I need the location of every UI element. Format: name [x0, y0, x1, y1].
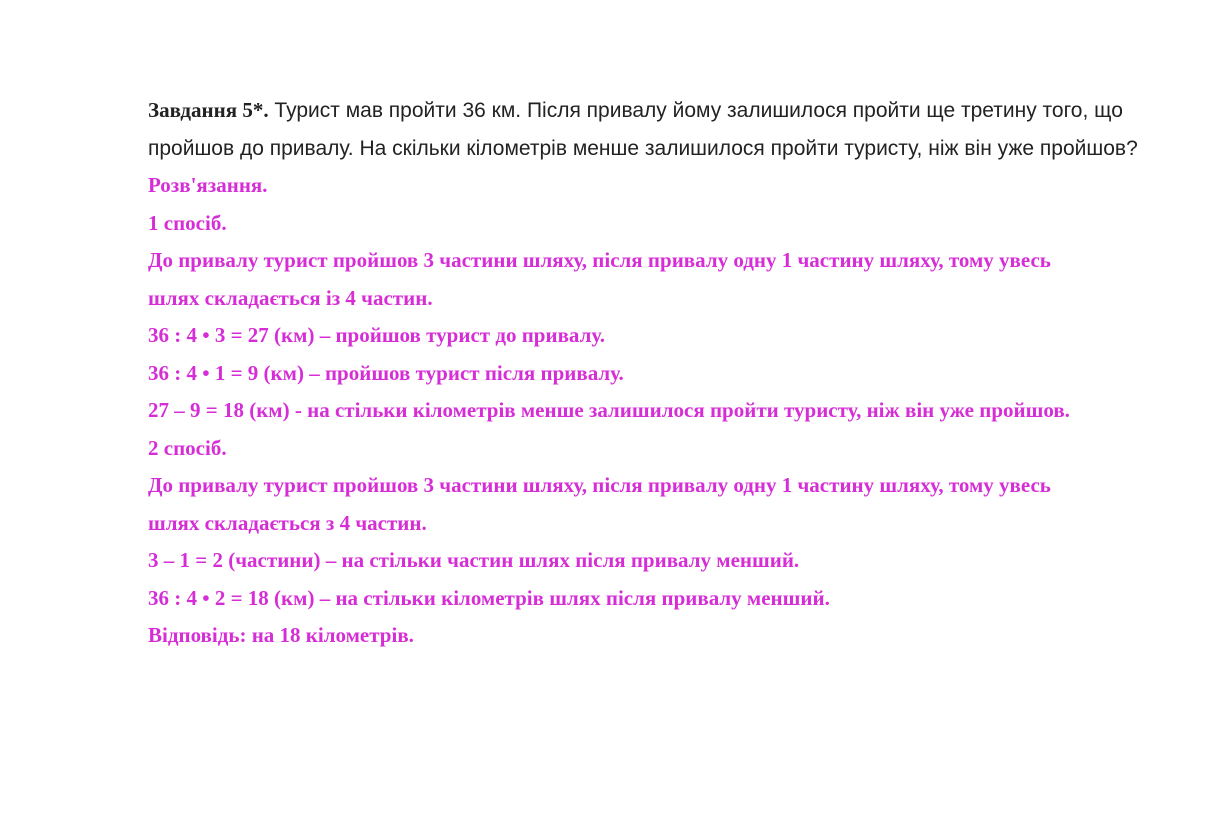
- method-2-line-1: До привалу турист пройшов 3 частини шляху, після привалу одну 1 частину шляху, тому увесь: [148, 473, 1051, 497]
- answer-line: Відповідь: на 18 кілометрів.: [148, 623, 414, 647]
- document-page: [148, 92, 1148, 655]
- solution-heading: Розв'язання.: [148, 173, 268, 197]
- task-statement: [148, 92, 1148, 167]
- task-label: Завдання 5*.: [148, 98, 269, 122]
- method-1-step-1: 36 : 4 • 3 = 27 (км) – пройшов турист до привалу.: [148, 323, 606, 347]
- task-text: Турист мав пройти 36 км. Після привалу йому залишилося пройти ще третину того, що пройшов до привалу. На скільки кілометрів менше залишилося пройти туристу, ніж він уже пройшов?: [148, 99, 1138, 160]
- method-1-line-2: шлях складається із 4 частин.: [148, 285, 433, 310]
- method-1-heading: 1 спосіб.: [148, 210, 227, 235]
- method-1-line-1: До привалу турист пройшов 3 частини шляху, після привалу одну 1 частину шляху, тому увесь: [148, 248, 1051, 272]
- method-1-step-3: 27 – 9 = 18 (км) - на стільки кілометрів менше залишилося пройти туристу, ніж він уже пройшов.: [148, 398, 1070, 422]
- method-2-heading: 2 спосіб.: [148, 435, 227, 460]
- solution-block: [148, 167, 1148, 655]
- method-2-step-2: 36 : 4 • 2 = 18 (км) – на стільки кілометрів шлях після привалу менший.: [148, 585, 830, 610]
- method-1-step-2: 36 : 4 • 1 = 9 (км) – пройшов турист після привалу.: [148, 360, 624, 385]
- method-2-step-1: 3 – 1 = 2 (частини) – на стільки частин шлях після привалу менший.: [148, 548, 800, 572]
- method-2-line-2: шлях складається з 4 частин.: [148, 510, 427, 535]
